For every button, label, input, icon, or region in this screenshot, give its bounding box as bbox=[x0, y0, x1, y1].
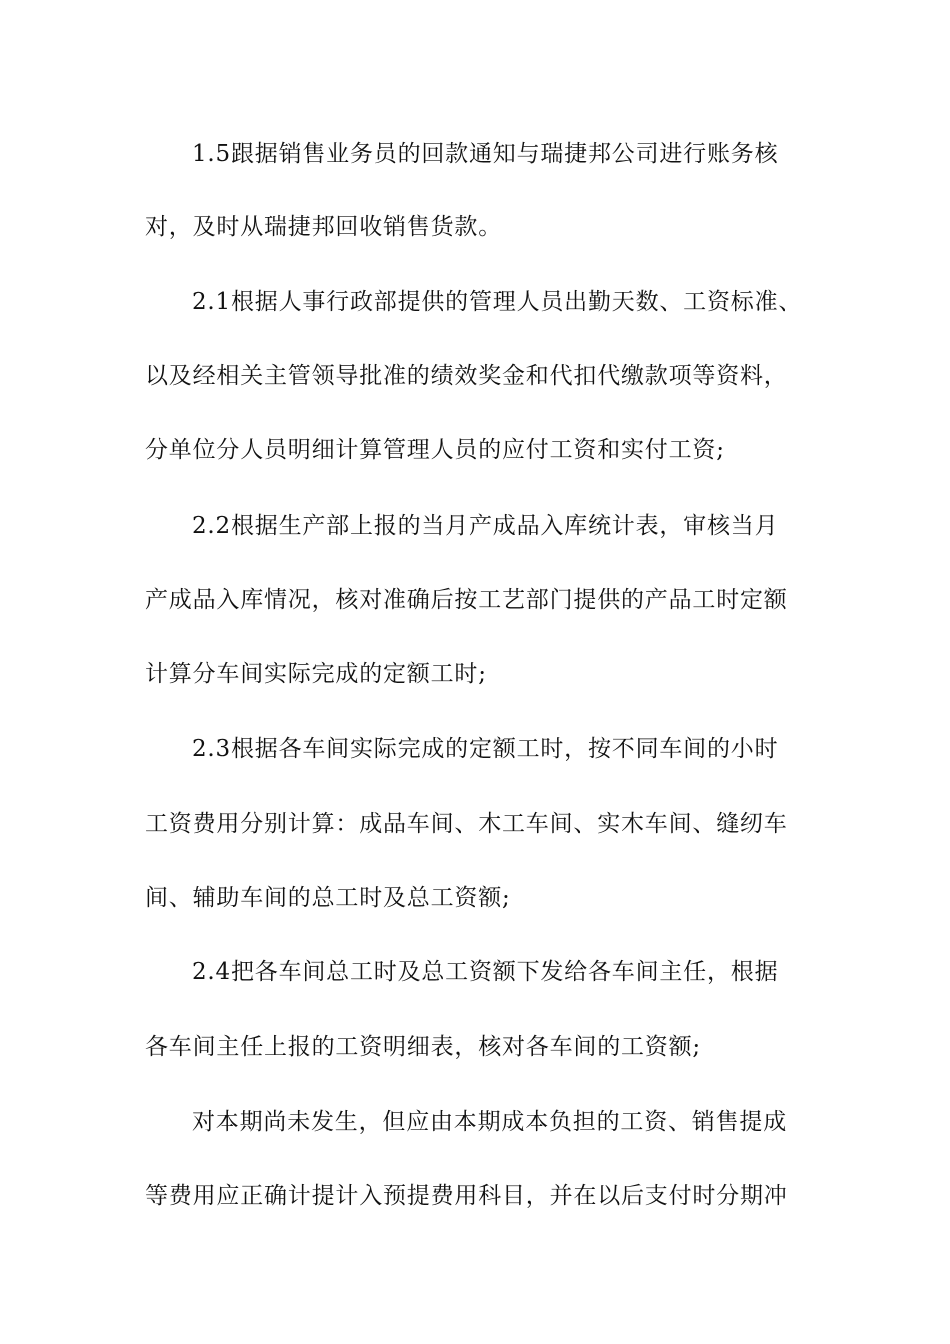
text-line: 产成品入库情况，核对准确后按工艺部门提供的产品工时定额 bbox=[145, 587, 788, 613]
text-line: 等费用应正确计提计入预提费用科目，并在以后支付时分期冲 bbox=[145, 1183, 788, 1209]
text-line: 以及经相关主管领导批准的绩效奖金和代扣代缴款项等资料， bbox=[145, 363, 788, 389]
text-line: 计算分车间实际完成的定额工时; bbox=[145, 661, 487, 687]
text-line: 2.2根据生产部上报的当月产成品入库统计表，审核当月 bbox=[192, 513, 779, 539]
text-line: 1.5跟据销售业务员的回款通知与瑞捷邦公司进行账务核 bbox=[192, 141, 779, 167]
text-line: 间、辅助车间的总工时及总工资额; bbox=[145, 885, 511, 911]
text-line: 对本期尚未发生，但应由本期成本负担的工资、销售提成 bbox=[192, 1109, 787, 1135]
text-line: 对，及时从瑞捷邦回收销售货款。 bbox=[145, 214, 502, 240]
text-line: 2.3根据各车间实际完成的定额工时，按不同车间的小时 bbox=[192, 736, 779, 762]
text-line: 工资费用分别计算：成品车间、木工车间、实木车间、缝纫车 bbox=[145, 811, 788, 837]
text-line: 2.1根据人事行政部提供的管理人员出勤天数、工资标准、 bbox=[192, 289, 803, 315]
text-line: 2.4把各车间总工时及总工资额下发给各车间主任，根据 bbox=[192, 959, 779, 985]
text-line: 各车间主任上报的工资明细表，核对各车间的工资额; bbox=[145, 1034, 701, 1060]
text-line: 分单位分人员明细计算管理人员的应付工资和实付工资; bbox=[145, 437, 725, 463]
